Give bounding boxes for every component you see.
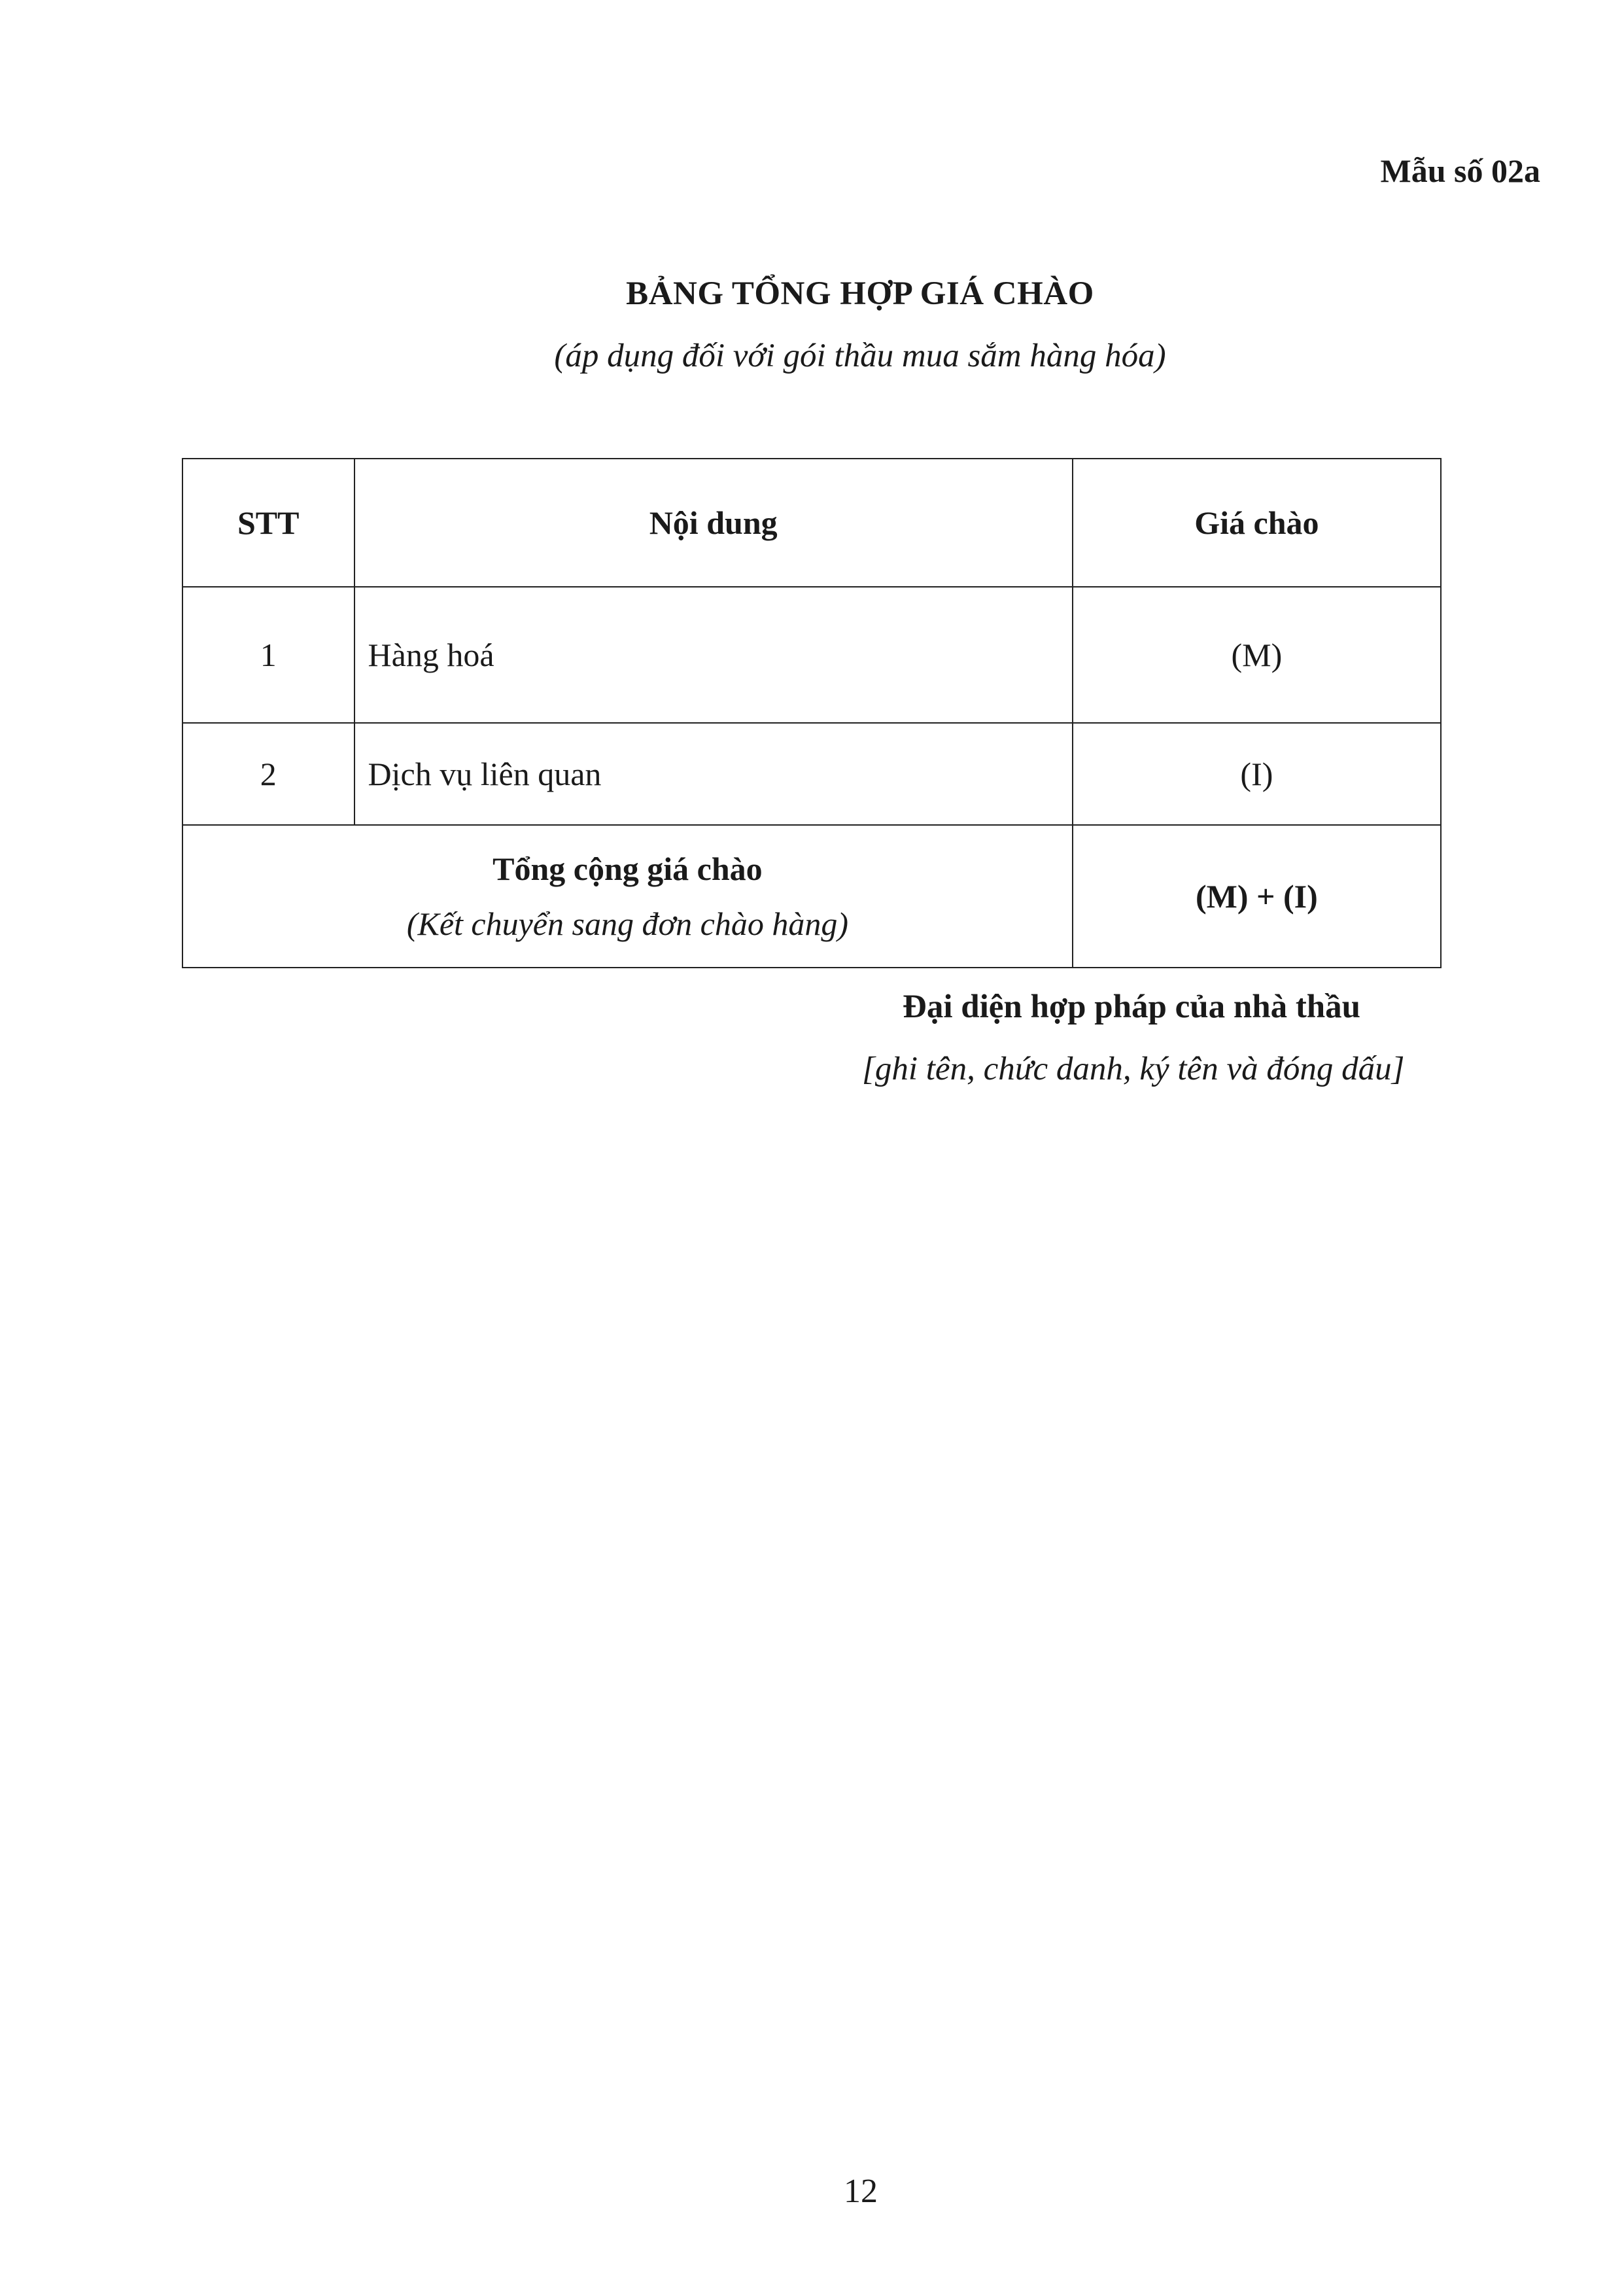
document-subtitle: (áp dụng đối với gói thầu mua sắm hàng hóa) bbox=[554, 338, 1166, 374]
row-price: (M) bbox=[1073, 587, 1441, 723]
row-content: Hàng hoá bbox=[354, 587, 1073, 723]
total-price: (M) + (I) bbox=[1073, 825, 1441, 968]
signature-note: [ghi tên, chức danh, ký tên và đóng dấu] bbox=[862, 1051, 1405, 1087]
row-stt: 1 bbox=[182, 587, 354, 723]
total-note: (Kết chuyển sang đơn chào hàng) bbox=[406, 905, 848, 942]
price-summary-table bbox=[182, 458, 1442, 968]
signature-title: Đại diện hợp pháp của nhà thầu bbox=[903, 989, 1361, 1025]
table-row bbox=[182, 587, 1441, 723]
column-header-stt: STT bbox=[182, 459, 354, 587]
row-content: Dịch vụ liên quan bbox=[354, 723, 1073, 825]
page-number: 12 bbox=[844, 2173, 878, 2210]
form-number: Mẫu số 02a bbox=[1380, 152, 1540, 189]
column-header-content: Nội dung bbox=[354, 459, 1073, 587]
table-header-row bbox=[182, 459, 1441, 587]
column-header-price: Giá chào bbox=[1073, 459, 1441, 587]
row-price: (I) bbox=[1073, 723, 1441, 825]
table-row bbox=[182, 723, 1441, 825]
total-label: Tổng cộng giá chào bbox=[492, 850, 763, 887]
row-stt: 2 bbox=[182, 723, 354, 825]
total-cell bbox=[182, 825, 1073, 968]
table-total-row bbox=[182, 825, 1441, 968]
document-title: BẢNG TỔNG HỢP GIÁ CHÀO bbox=[626, 275, 1094, 312]
